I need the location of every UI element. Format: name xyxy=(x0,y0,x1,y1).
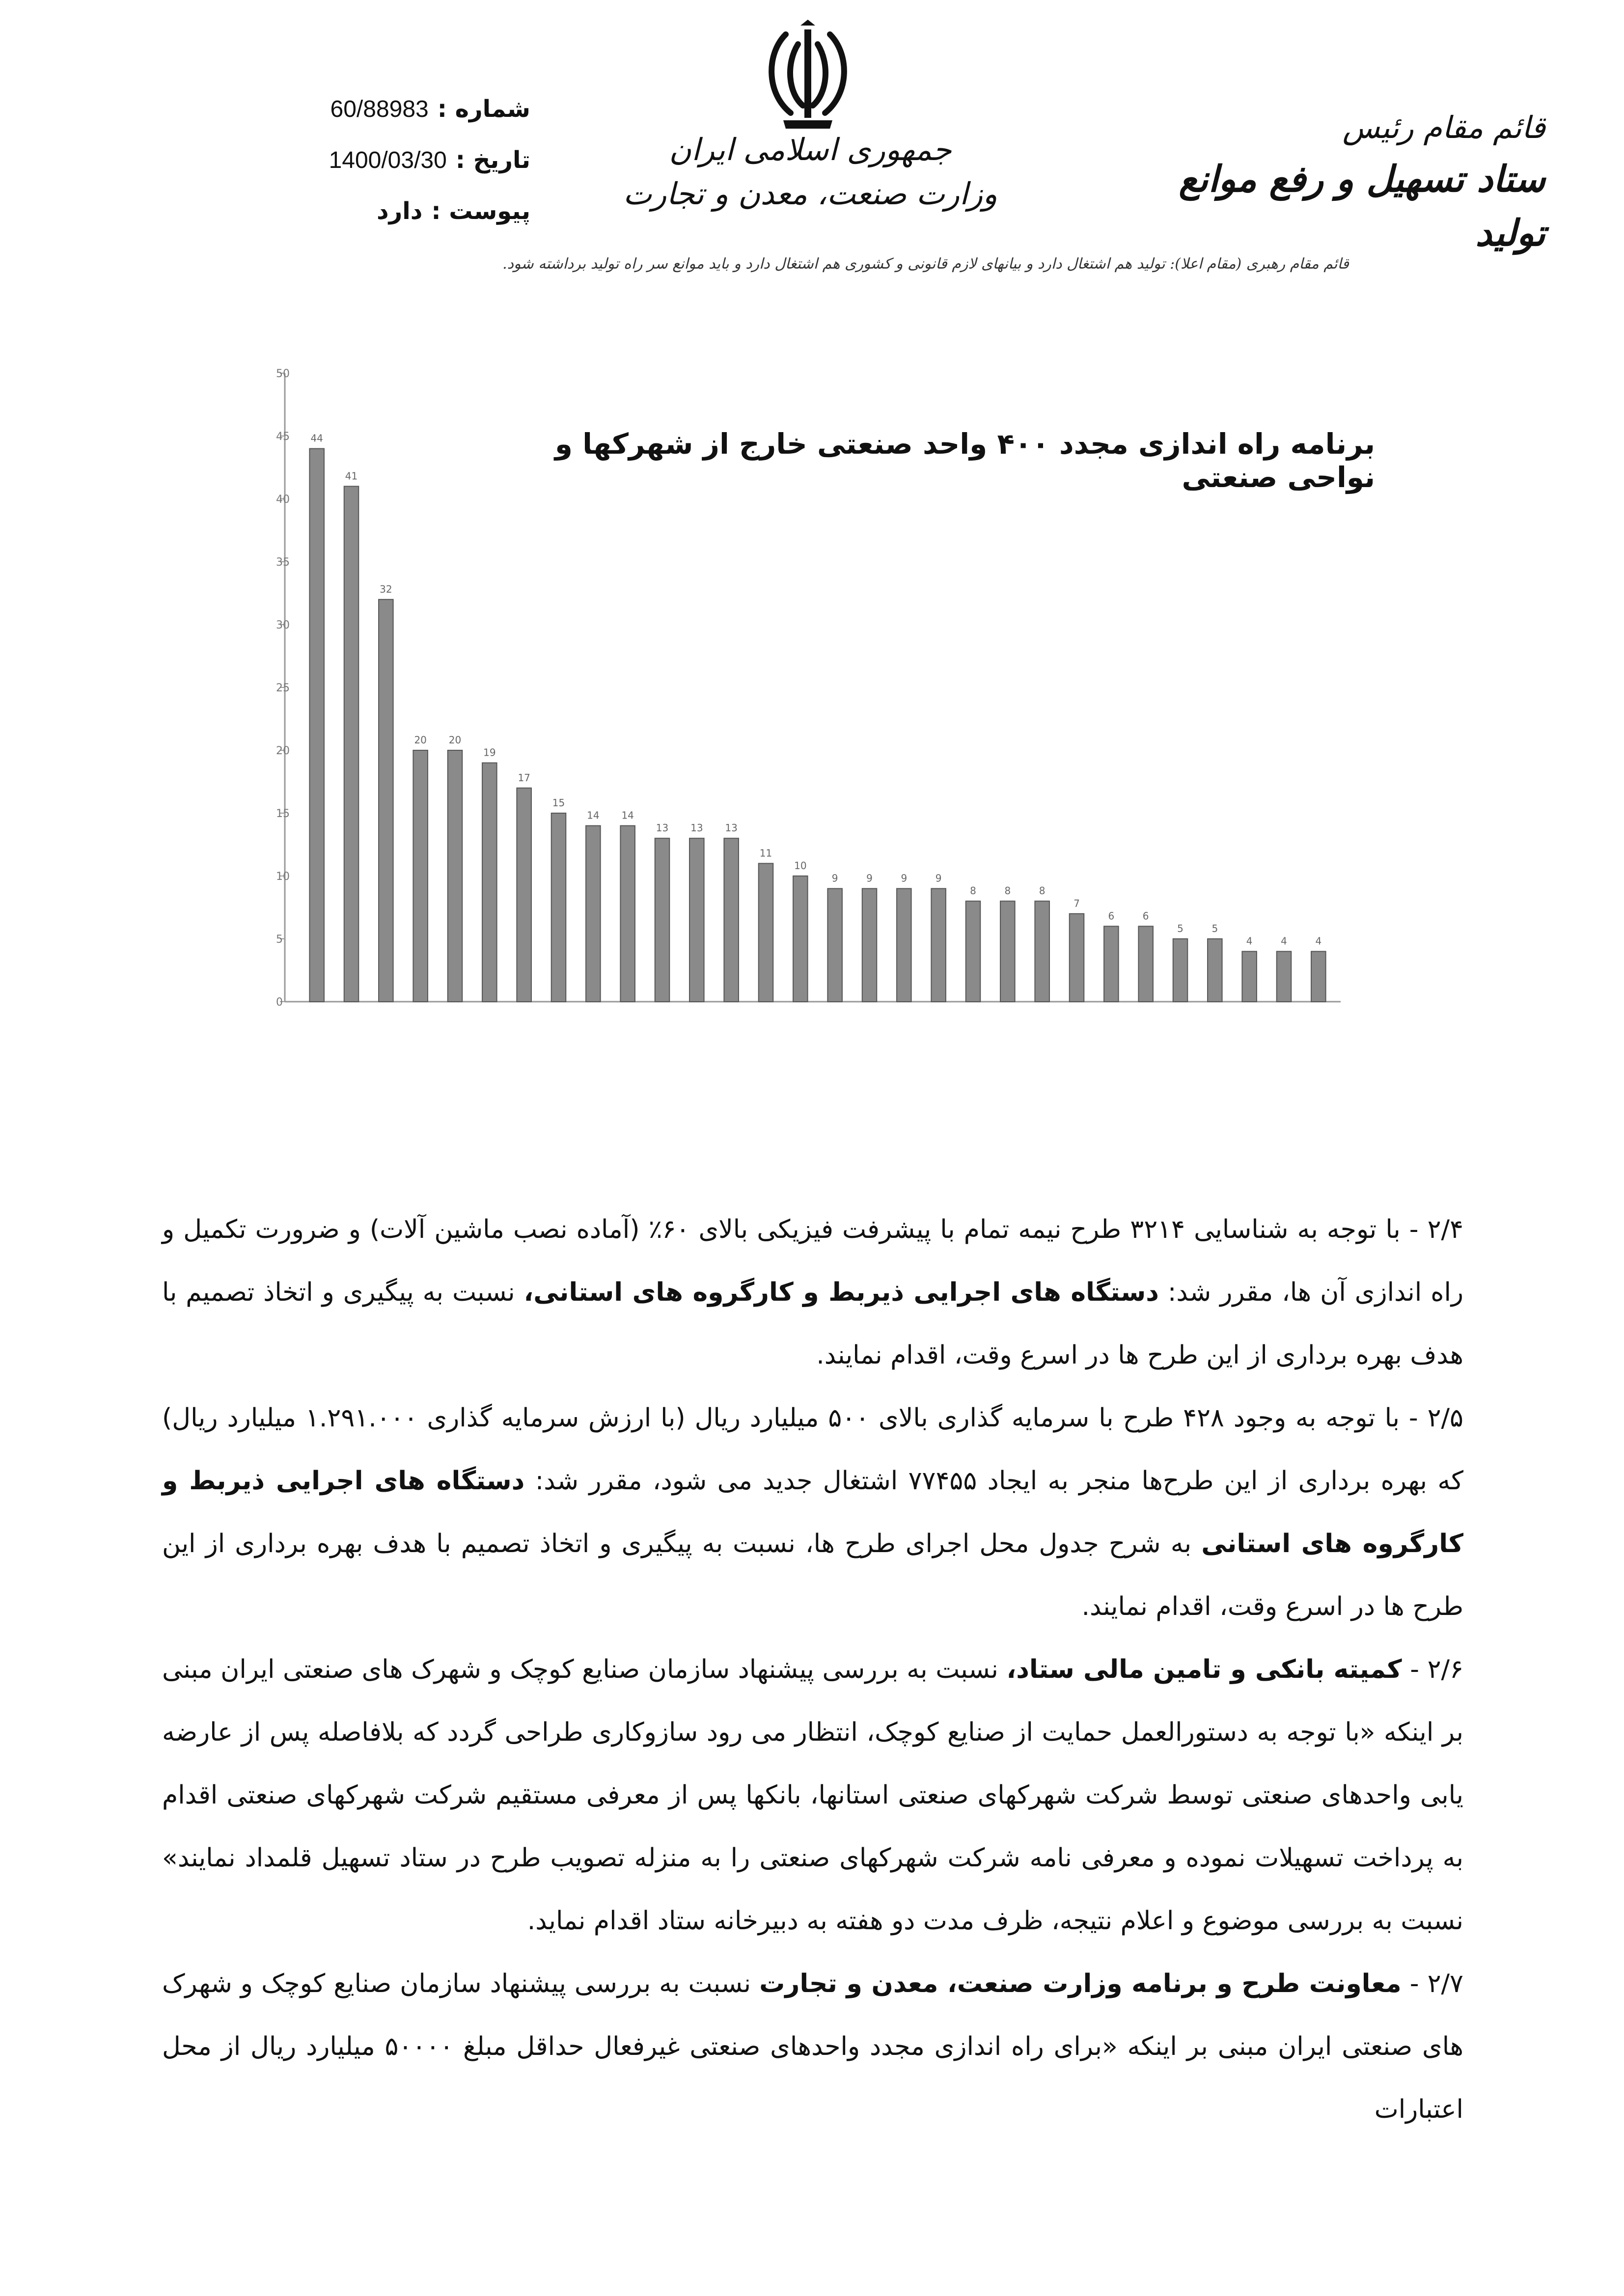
bar xyxy=(759,863,773,1002)
national-emblem-icon xyxy=(756,20,859,133)
bar xyxy=(1311,952,1326,1002)
bar-value-label: 8 xyxy=(970,885,976,897)
bar-value-label: 4 xyxy=(1281,935,1287,947)
bar xyxy=(1104,926,1119,1002)
bar xyxy=(517,788,531,1002)
y-tick-label: 30 xyxy=(276,619,290,631)
sender-heading xyxy=(1123,103,1545,260)
number-row xyxy=(187,83,530,135)
bar xyxy=(655,838,670,1002)
bar-value-label: 20 xyxy=(448,734,462,746)
date-label: تاریخ : xyxy=(455,146,530,174)
bar-value-label: 15 xyxy=(552,797,565,809)
sender-office: ستاد تسهیل و رفع موانع تولید xyxy=(1179,158,1545,254)
bar-value-label: 5 xyxy=(1211,923,1218,934)
bar-value-label: 11 xyxy=(759,847,772,859)
bar-value-label: 41 xyxy=(345,470,358,482)
attachment-row xyxy=(187,186,530,237)
bar xyxy=(1070,914,1084,1002)
y-tick-label: 40 xyxy=(276,493,290,506)
bar-value-label: 9 xyxy=(935,872,942,884)
y-tick-label: 0 xyxy=(276,996,283,1009)
chart-title: برنامه راه اندازی مجدد ۴۰۰ واحد صنعتی خارج از شهرکها و نواحی صنعتی xyxy=(554,427,1375,494)
bar xyxy=(1000,901,1015,1002)
bar xyxy=(551,813,566,1002)
y-tick-label: 25 xyxy=(276,682,290,694)
ministry-line: وزارت صنعت، معدن و تجارت xyxy=(623,176,997,212)
bar-value-label: 19 xyxy=(483,746,496,759)
bar xyxy=(620,826,635,1002)
bar-value-label: 4 xyxy=(1315,935,1322,947)
y-tick-label: 50 xyxy=(276,368,290,380)
attachment-label: پیوست : xyxy=(431,197,530,225)
bar xyxy=(689,838,704,1002)
bar-value-label: 13 xyxy=(690,822,703,834)
header-quote: قائم مقام رهبری (مقام اعلا): تولید هم اشتغال دارد و بیانهای لازم قانونی و کشوری هم اشتغال دارد و باید موانع سر راه تولید برداشته شود. xyxy=(502,255,1349,273)
bar xyxy=(309,449,324,1002)
paragraph-2-6: ۲/۶ - کمیته بانکی و تامین مالی ستاد، نسبت به بررسی پیشنهاد سازمان صنایع کوچک و شهرک های صنعتی ایران مبنی بر اینکه «با توجه به دستورالعمل حمایت از صنایع کوچک، انتظار می رود سازوکاری طراحی گردد که بلافاصله پس از عارضه یابی واحدهای صنعتی توسط شرکت شهرکهای صنعتی استانها، بانکها پس از معرفی مستقیم شرکت شهرکهای صنعتی اقدام به پرداخت تسهیلات نموده و معرفی نامه شرکت شهرکهای صنعتی را به منزله تصویب طرح در ستاد تسهیل قلمداد نمایند» نسبت به بررسی موضوع و اعلام نتیجه، ظرف مدت دو هفته به دبیرخانه ستاد اقدام نماید. xyxy=(162,1655,1464,1936)
bar-value-label: 9 xyxy=(901,872,908,884)
bar-value-label: 44 xyxy=(310,432,323,444)
bar-value-label: 10 xyxy=(794,860,807,872)
bar xyxy=(1208,939,1222,1002)
bar-value-label: 13 xyxy=(656,822,669,834)
bar xyxy=(448,750,463,1002)
bar xyxy=(1035,901,1049,1002)
body-text xyxy=(162,1198,1463,2141)
y-tick-label: 35 xyxy=(276,556,290,569)
bar-value-label: 9 xyxy=(866,872,873,884)
bar xyxy=(413,750,428,1002)
bar-value-label: 14 xyxy=(621,809,634,821)
paragraph-2-4: ۲/۴ - با توجه به شناسایی ۳۲۱۴ طرح نیمه تمام با پیشرفت فیزیکی بالای ۶۰٪ (آماده نصب ماشین آلات) و ضرورت تکمیل و راه اندازی آن ها، مقرر شد: دستگاه های اجرایی ذیربط و کارگروه های استانی، نسبت به پیگیری و اتخاذ تصمیم با هدف بهره برداری از این طرح ها در اسرع وقت، اقدام نمایند. xyxy=(162,1215,1463,1370)
number-label: شماره : xyxy=(437,95,530,123)
paragraph-2-5: ۲/۵ - با توجه به وجود ۴۲۸ طرح با سرمایه گذاری بالای ۵۰۰ میلیارد ریال (با ارزش سرمایه گذاری ۱.۲۹۱.۰۰۰ میلیارد ریال) که بهره برداری از این طرح‌ها منجر به ایجاد ۷۷۴۵۵ اشتغال جدید می شود، مقرر شد: دستگاه های اجرایی ذیربط و کارگروه های استانی به شرح جدول محل اجرای طرح ها، نسبت به پیگیری و اتخاذ تصمیم با هدف بهره برداری از این طرح ها در اسرع وقت، اقدام نمایند. xyxy=(162,1403,1464,1621)
y-tick-label: 15 xyxy=(276,808,290,820)
bar xyxy=(897,889,911,1002)
bar xyxy=(1242,952,1257,1002)
date-value: 1400/03/30 xyxy=(329,147,447,173)
bar xyxy=(379,600,393,1002)
bar-value-label: 4 xyxy=(1246,935,1253,947)
sender-title: قائم مقام رئیس xyxy=(1342,109,1545,145)
bar xyxy=(1277,952,1292,1002)
y-tick-label: 20 xyxy=(276,745,290,757)
date-row xyxy=(187,135,530,186)
bar-value-label: 8 xyxy=(1039,885,1046,897)
bar xyxy=(862,889,877,1002)
chart-container xyxy=(246,354,1375,1164)
bar-value-label: 20 xyxy=(414,734,427,746)
bar-value-label: 17 xyxy=(518,771,530,784)
country-line: جمهوری اسلامی ایران xyxy=(669,132,952,167)
document-meta xyxy=(187,83,530,237)
bar xyxy=(586,826,601,1002)
bar-value-label: 6 xyxy=(1108,910,1115,922)
bar-value-label: 6 xyxy=(1142,910,1149,922)
y-tick-label: 5 xyxy=(276,933,283,946)
y-tick-label: 45 xyxy=(276,431,290,443)
bar xyxy=(724,838,739,1002)
bar xyxy=(1138,926,1153,1002)
bar xyxy=(344,486,359,1002)
bar xyxy=(793,876,808,1002)
bar-value-label: 7 xyxy=(1073,897,1080,909)
bar-value-label: 8 xyxy=(1004,885,1011,897)
bar-value-label: 9 xyxy=(831,872,838,884)
number-value: 60/88983 xyxy=(330,96,429,122)
bar xyxy=(482,763,497,1002)
bar xyxy=(966,901,981,1002)
paragraph-2-7: ۲/۷ - معاونت طرح و برنامه وزارت صنعت، معدن و تجارت نسبت به بررسی پیشنهاد سازمان صنایع کوچک و شهرک های صنعتی ایران مبنی بر اینکه «برای راه اندازی مجدد واحدهای صنعتی غیرفعال حداقل مبلغ ۵۰۰۰۰ میلیارد ریال از محل اعتبارات xyxy=(162,1969,1464,2124)
bar-value-label: 14 xyxy=(587,809,600,821)
bar-value-label: 5 xyxy=(1177,923,1184,934)
attachment-value: دارد xyxy=(377,197,423,225)
bar-value-label: 32 xyxy=(380,583,392,595)
bar xyxy=(931,889,946,1002)
bar-value-label: 13 xyxy=(725,822,738,834)
bar xyxy=(1173,939,1188,1002)
bar xyxy=(827,889,842,1002)
y-tick-label: 10 xyxy=(276,871,290,883)
issuer-heading xyxy=(565,128,1056,216)
